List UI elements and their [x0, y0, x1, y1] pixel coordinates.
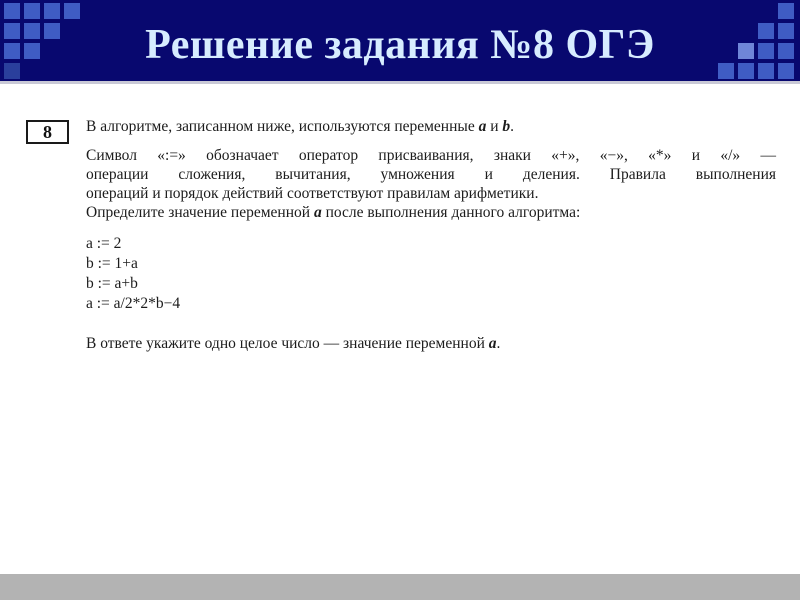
header-banner [0, 0, 800, 81]
question-text-end: после выполнения данного алгоритма: [321, 204, 581, 221]
footer-bar [0, 574, 800, 600]
variable-b: b [502, 118, 511, 135]
intro-line [86, 117, 776, 136]
intro-text: В алгоритме, записанном ниже, используются переменные [86, 118, 479, 135]
slide-title: Решение задания №8 ОГЭ [145, 22, 655, 68]
answer-variable: a [488, 335, 497, 352]
intro-paragraph [86, 117, 776, 136]
answer-line [86, 334, 776, 353]
variable-a: a [478, 118, 487, 135]
decor-square [24, 3, 40, 19]
code-line: a := a/2*2*b−4 [86, 295, 181, 312]
answer-period: . [496, 335, 501, 352]
task-text [86, 117, 776, 353]
rules-line: операции сложения, вычитания, умножения и деления. Правила выполнения [86, 166, 776, 183]
decor-square [778, 3, 794, 19]
intro-period: . [510, 118, 514, 135]
rules-line: операций и порядок действий соответствуют правилам арифметики. [86, 185, 539, 202]
answer-text: В ответе укажите одно целое число — значение переменной [86, 335, 489, 352]
header-divider [0, 81, 800, 84]
question-line [86, 203, 776, 222]
question-text: Определите значение переменной [86, 204, 314, 221]
rules-paragraph [86, 146, 776, 222]
code-line: a := 2 [86, 235, 122, 252]
algorithm-code [86, 234, 776, 314]
code-line: b := 1+a [86, 255, 138, 272]
question-variable: a [313, 204, 322, 221]
code-line: b := a+b [86, 275, 138, 292]
task-number-box: 8 [26, 120, 69, 144]
intro-conjunction: и [486, 118, 503, 135]
decor-square [44, 3, 60, 19]
decor-square [64, 3, 80, 19]
rules-line: Символ «:=» обозначает оператор присваивания, знаки «+», «−», «*» и «/» — [86, 147, 776, 164]
answer-instruction [86, 334, 776, 353]
decor-square [4, 3, 20, 19]
